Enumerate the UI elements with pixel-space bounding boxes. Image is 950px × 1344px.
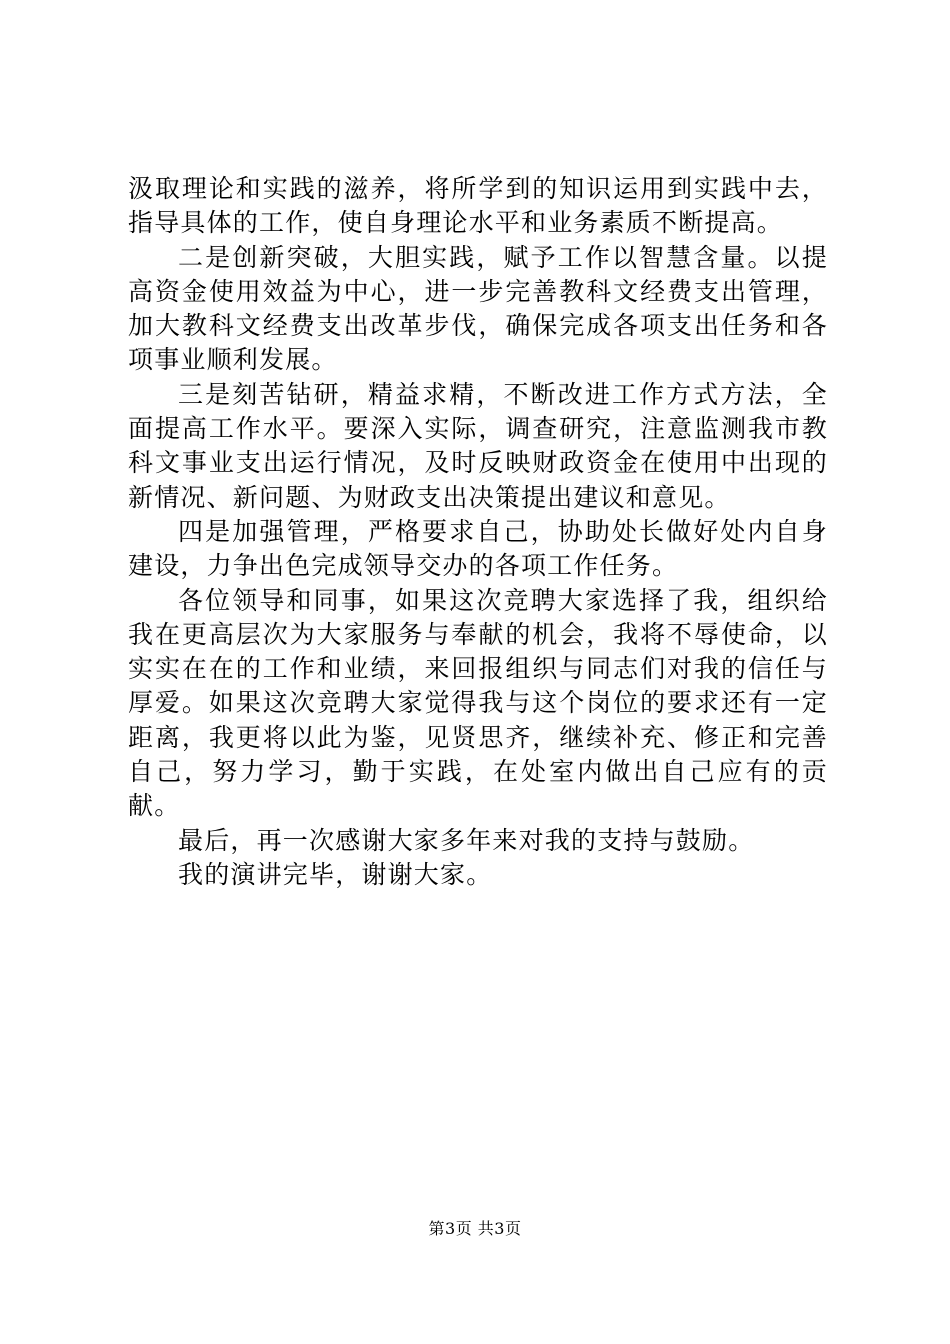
paragraph-point-three: 三是刻苦钻研，精益求精，不断改进工作方式方法，全面提高工作水平。要深入实际，调查研究，注意监测我市教科文事业支出运行情况，及时反映财政资金在使用中出现的新情况、新问题、为财政支出决策提出建议和意见。	[128, 379, 828, 512]
paragraph-closing: 我的演讲完毕，谢谢大家。	[178, 859, 493, 889]
page-footer: 第3页 共3页	[428, 1219, 522, 1238]
document-body	[128, 172, 828, 892]
paragraph-point-four: 四是加强管理，严格要求自己，协助处长做好处内自身建设，力争出色完成领导交办的各项工作任务。	[128, 516, 828, 581]
paragraph-appeal: 各位领导和同事，如果这次竞聘大家选择了我，组织给我在更高层次为大家服务与奉献的机会，我将不辱使命，以实实在在的工作和业绩，来回报组织与同志们对我的信任与厚爱。如果这次竞聘大家觉得我与这个岗位的要求还有一定距离，我更将以此为鉴，见贤思齐，继续补充、修正和完善自己，努力学习，勤于实践，在处室内做出自己应有的贡献。	[128, 585, 828, 821]
paragraph-continuation: 汲取理论和实践的滋养，将所学到的知识运用到实践中去，指导具体的工作，使自身理论水平和业务素质不断提高。	[128, 174, 828, 238]
paragraph-point-two: 二是创新突破，大胆实践，赋予工作以智慧含量。以提高资金使用效益为中心，进一步完善教科文经费支出管理，加大教科文经费支出改革步伐，确保完成各项支出任务和各项事业顺利发展。	[128, 242, 828, 375]
paragraph-thanks: 最后，再一次感谢大家多年来对我的支持与鼓励。	[178, 825, 755, 855]
